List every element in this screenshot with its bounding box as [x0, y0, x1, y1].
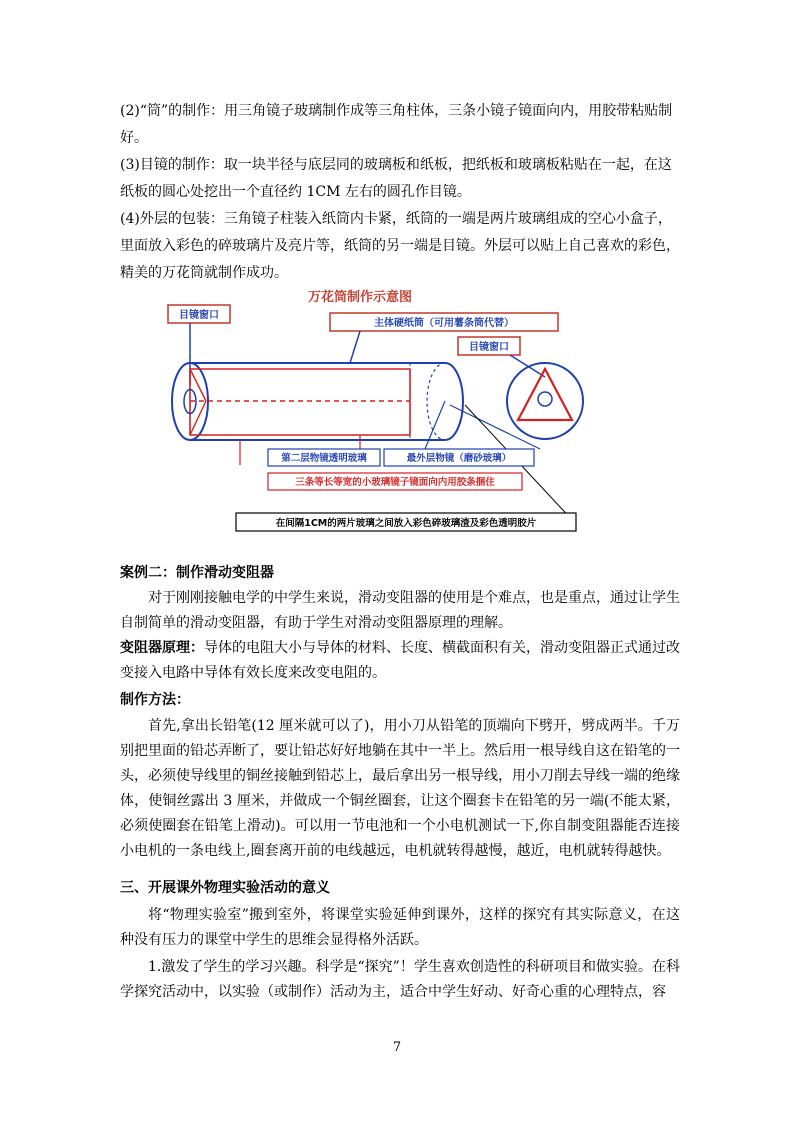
- item-number: (4): [120, 211, 140, 227]
- layer2-pointer: [425, 401, 445, 449]
- main-tube-label: 主体硬纸筒（可用薯条筒代替）: [374, 318, 514, 329]
- gap-label: 在间隔1CM的两片玻璃之间放入彩色碎玻璃渣及彩色透明胶片: [275, 518, 537, 529]
- item-number: (3): [120, 157, 140, 173]
- eyepiece-left-label: 目镜窗口: [179, 310, 219, 321]
- tube-right-end-hidden: [427, 363, 445, 440]
- item-number: (2): [120, 103, 140, 119]
- case2-heading: 案例二：制作滑动变阻器: [120, 565, 274, 581]
- eyepiece-right-label: 目镜窗口: [469, 342, 509, 353]
- kaleidoscope-diagram: [160, 285, 620, 535]
- end-view-hole: [538, 392, 552, 406]
- item-text: “筒”的制作：用三角镜子玻璃制作成等三角柱体，三条小镜子镜面向内，用胶带粘贴制好。: [120, 103, 673, 146]
- item-text: 外层的包装：三角镜子柱装入纸筒内卡紧，纸筒的一端是两片玻璃组成的空心小盒子，里面放入彩色的碎玻璃片及亮片等，纸筒的另一端是目镜。外层可以贴上自己喜欢的彩色，精美的万花筒就制作成功。: [120, 211, 680, 281]
- section3-heading: 三、开展课外物理实验活动的意义: [120, 880, 330, 896]
- item-text: 目镜的制作：取一块半径与底层同的玻璃板和纸板，把纸板和玻璃板粘贴在一起，在这纸板的圆心处挖出一个直径约 1CM 左右的圆孔作目镜。: [120, 157, 672, 200]
- diagram-title: 万花筒制作示意图: [307, 290, 413, 305]
- case2-intro: 对于刚刚接触电学的中学生来说，滑动变阻器的使用是个难点，也是重点，通过让学生自制简单的滑动变阻器，有助于学生对滑动变阻器原理的理解。: [120, 590, 680, 631]
- tube-right-end: [445, 363, 463, 440]
- mirrors-label: 三条等长等宽的小玻璃镜子镜面向内用胶条捆住: [295, 477, 495, 488]
- mirror-edge-b: [190, 401, 206, 435]
- end-view-circle: [507, 363, 583, 439]
- section3-para2: 1.激发了学生的学习兴趣。科学是“探究”！学生喜欢创造性的科研项目和做实验。在科学探究活动中，以实验（或制作）活动为主，适合中学生好动、好奇心重的心理特点，容: [120, 959, 680, 1000]
- outer-pointer: [450, 405, 540, 449]
- list-item-2: [120, 98, 680, 152]
- method-heading: 制作方法：: [120, 692, 190, 708]
- mirror-prism-outline: [190, 369, 410, 435]
- case2-principle: [120, 636, 680, 686]
- section3-para1: 将“物理实验室”搬到室外，将课堂实验延伸到课外，这样的探究有其实际意义，在这种没有压力的课堂中学生的思维会显得格外活跃。: [120, 907, 680, 948]
- list-item-4: [120, 206, 680, 287]
- outer-label: 最外层物镜（磨砂玻璃）: [406, 453, 512, 464]
- main-tube-pointer: [350, 331, 360, 363]
- list-item-3: [120, 152, 680, 206]
- principle-text: 导体的电阻大小与导体的材料、长度、横截面积有关，滑动变阻器正式通过改变接入电路中导体有效长度来改变电阻的。: [120, 640, 680, 681]
- method-text: 首先,拿出长铅笔(12 厘米就可以了)，用小刀从铅笔的顶端向下劈开，劈成两半。千万别把里面的铅芯弄断了，要让铅芯好好地躺在其中一半上。然后用一根导线自这在铅笔的一头，必须使导线里的铜丝接触到铅芯上，最后拿出另一根导线，用小刀削去导线一端的绝缘体，使铜丝露出 3 厘米，并做成一个铜丝圈套，让这个圈套卡在铅笔的另一端(不能太紧，必须使圈套在铅笔上滑动)。可以用一节电池和一个小电机测试一下,你自制变阻器能否连接小电机的一条电线上,圈套离开前的电线越远，电机就转得越慢，越近，电机就转得越快。: [120, 718, 680, 859]
- eyepiece-right-pointer: [510, 355, 545, 377]
- principle-label: 变阻器原理：: [120, 640, 204, 656]
- page-number: 7: [392, 1040, 402, 1055]
- layer2-label: 第二层物镜透明玻璃: [281, 453, 367, 464]
